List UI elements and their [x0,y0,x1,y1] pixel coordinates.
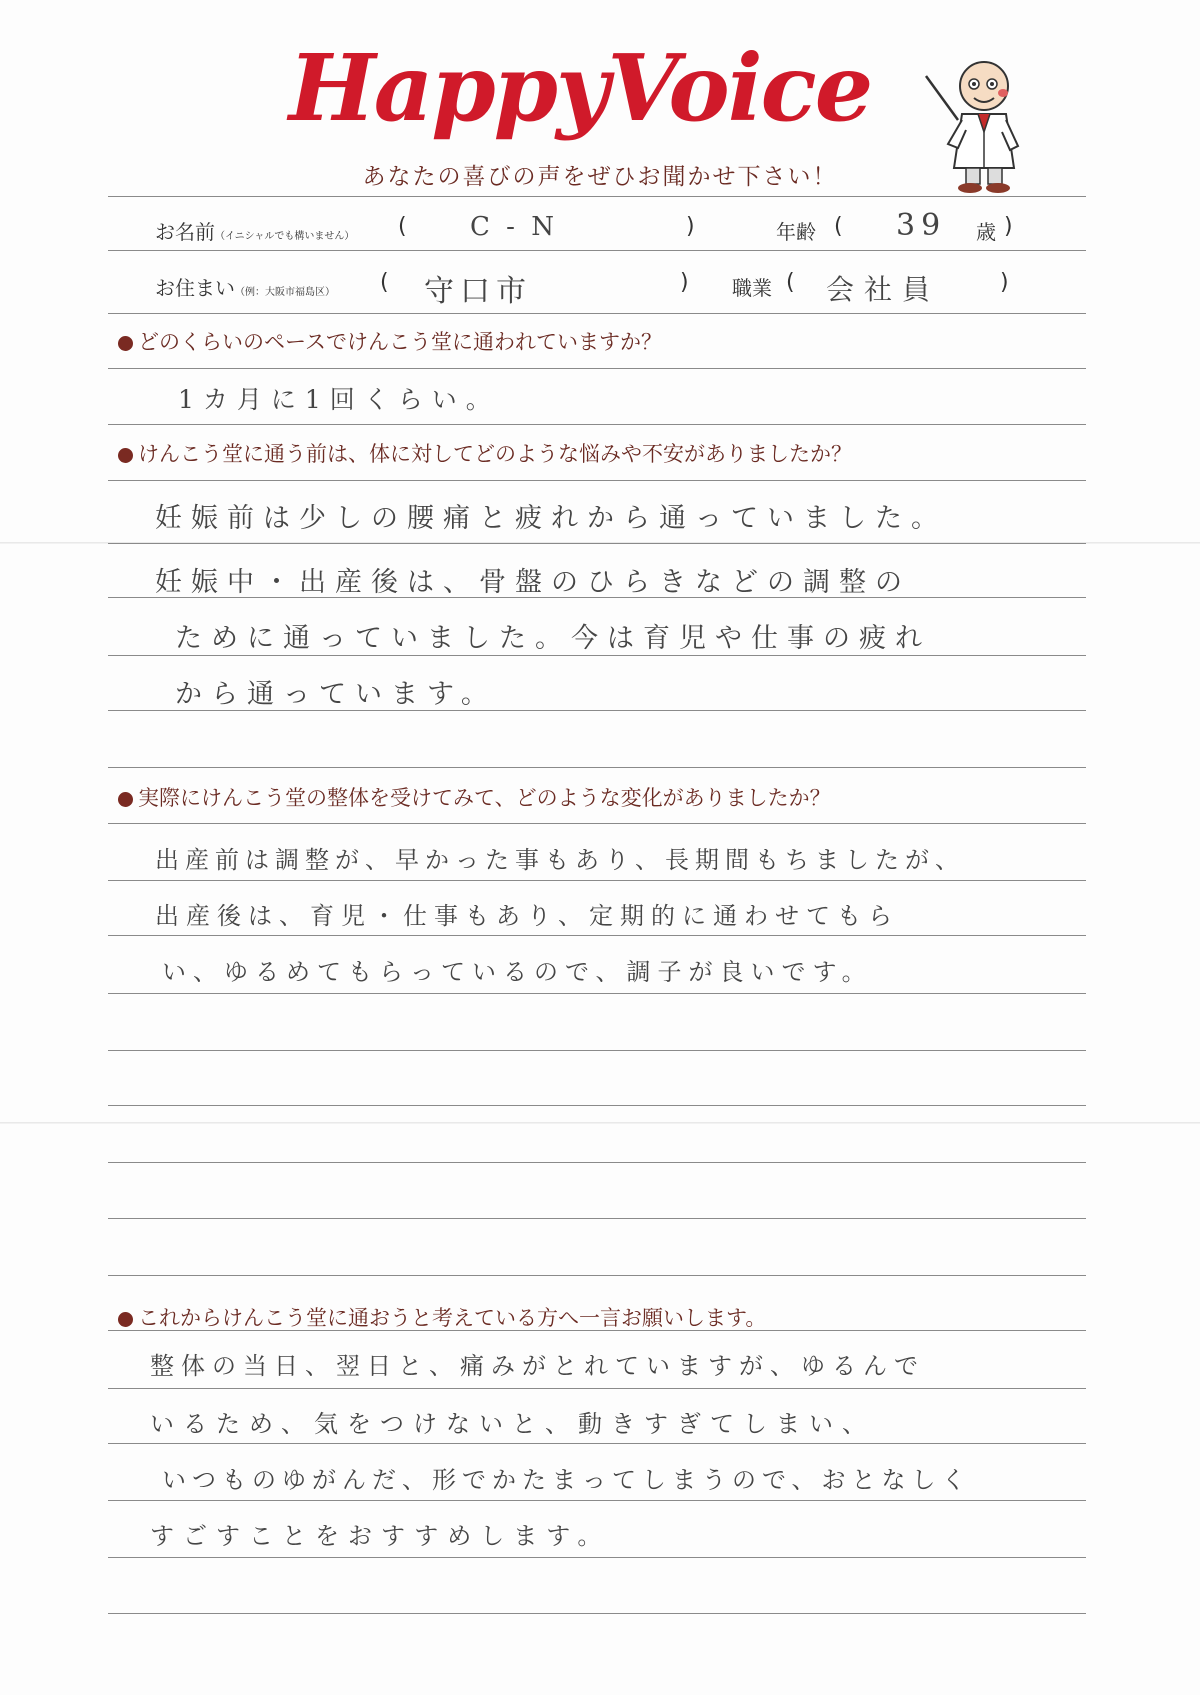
ruled-line [108,880,1086,881]
question-heading [118,326,662,356]
answer-line: いるため、気をつけないと、動きすぎてしまい、 [150,1410,876,1438]
ruled-line [108,1388,1086,1389]
happy-voice-logo [288,28,872,142]
age-unit: 歳 [976,220,996,244]
address-label [155,272,335,301]
address-close-paren: ) [680,270,689,295]
answer-line: すごすことをおすすめします。 [150,1522,611,1550]
ruled-line [108,1105,1086,1106]
job-open-paren: ( [786,270,795,295]
bullet-icon [118,448,133,463]
ruled-line [108,196,1086,197]
age-label: 年齢 [776,220,816,244]
ruled-line [108,1613,1086,1614]
age-close-paren: ) [1004,214,1013,239]
name-value: C - N [470,212,558,242]
name-close-paren: ) [686,214,695,239]
ruled-line [108,313,1086,314]
job-close-paren: ) [1000,270,1009,295]
answer-line: 出産後は、育児・仕事もあり、定期的に通わせてもら [155,902,899,930]
ruled-line [108,993,1086,994]
question-text: これからけんこう堂に通おうと考えている方へ一言お願いします。 [138,1306,767,1330]
name-label-text: お名前 [155,220,215,244]
ruled-line [108,767,1086,768]
question-text: 実際にけんこう堂の整体を受けてみて、どのような変化がありましたか？ [138,786,831,810]
ruled-line [108,480,1086,481]
bullet-icon [118,792,133,807]
age-value: 39 [896,208,947,243]
job-value: 会社員 [826,273,941,306]
answer-line: 出産前は調整が、早かった事もあり、長期間もちましたが、 [155,846,965,874]
bullet-icon [118,1312,133,1327]
bullet-icon [118,336,133,351]
ruled-line [108,250,1086,251]
answer-line: ために通っていました。今は育児や仕事の疲れ [175,623,931,654]
question-text: どのくらいのペースでけんこう堂に通われていますか？ [138,330,662,354]
subtitle: あなたの喜びの声をぜひお聞かせ下さい！ [362,164,838,190]
ruled-line [108,1162,1086,1163]
question-heading [118,438,852,468]
answer-line: 1カ月に1回くらい。 [178,385,500,414]
ruled-line [108,1557,1086,1558]
name-note: （イニシャルでも構いません） [215,231,355,242]
ruled-line [108,823,1086,824]
job-label: 職業 [732,276,772,300]
ruled-line [108,1218,1086,1219]
ruled-line [108,655,1086,656]
answer-line: 妊娠前は少しの腰痛と疲れから通っていました。 [155,503,947,534]
answer-line: から通っています。 [175,679,497,710]
paper-fold [0,1122,1200,1124]
ruled-line [108,935,1086,936]
ruled-line [108,1050,1086,1051]
answer-line: いつものゆがんだ、形でかたまってしまうので、おとなしく [162,1466,972,1494]
ruled-line [108,368,1086,369]
name-label [155,216,354,245]
ruled-line [108,543,1086,544]
ruled-line [108,1443,1086,1444]
address-value: 守口市 [424,274,532,309]
ruled-line [108,1500,1086,1501]
question-heading [118,1302,766,1332]
answer-line: 妊娠中・出産後は、骨盤のひらきなどの調整の [155,567,911,598]
age-open-paren: ( [834,214,843,239]
question-text: けんこう堂に通う前は、体に対してどのような悩みや不安がありましたか？ [138,442,852,466]
address-label-text: お住まい [155,276,235,300]
address-note: （例：大阪市福島区） [235,287,335,298]
answer-line: い、ゆるめてもらっているので、調子が良いです。 [162,958,873,986]
ruled-line [108,1275,1086,1276]
address-open-paren: ( [380,270,389,295]
logo-text: HappyVoice [288,34,872,142]
question-heading [118,782,831,812]
answer-line: 整体の当日、翌日と、痛みがとれていますが、ゆるんで [150,1352,925,1380]
ruled-line [108,424,1086,425]
name-open-paren: ( [398,214,407,239]
